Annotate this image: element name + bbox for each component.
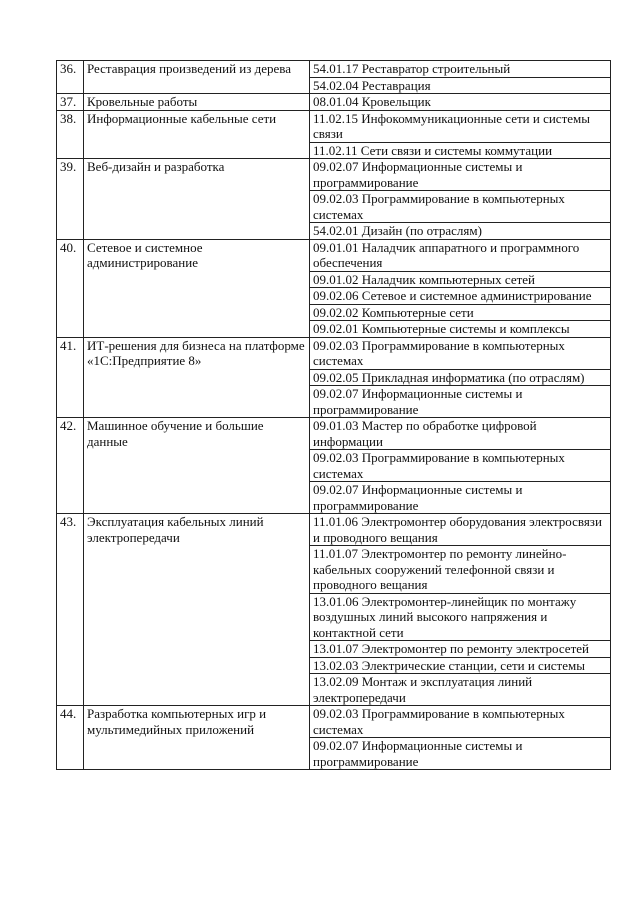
competency-name: Машинное обучение и большие данные bbox=[84, 418, 310, 514]
specialty-cell: 54.02.01 Дизайн (по отраслям) bbox=[310, 223, 611, 240]
specialty-cell: 09.02.07 Информационные системы и программирование bbox=[310, 159, 611, 191]
competency-name: Сетевое и системное администрирование bbox=[84, 239, 310, 337]
competency-number: 41. bbox=[57, 337, 84, 418]
specialty-cell: 11.01.07 Электромонтер по ремонту линейно-кабельных сооружений телефонной связи и проводного вещания bbox=[310, 546, 611, 594]
specialty-cell: 13.01.06 Электромонтер-линейщик по монтажу воздушных линий высокого напряжения и контактной сети bbox=[310, 593, 611, 641]
table-row bbox=[57, 337, 611, 369]
specialty-cell: 09.02.03 Программирование в компьютерных системах bbox=[310, 706, 611, 738]
competency-number: 40. bbox=[57, 239, 84, 337]
competency-name: Реставрация произведений из дерева bbox=[84, 61, 310, 94]
specialty-cell: 13.02.03 Электрические станции, сети и системы bbox=[310, 657, 611, 674]
competency-number: 37. bbox=[57, 94, 84, 111]
specialty-cell: 09.02.07 Информационные системы и программирование bbox=[310, 386, 611, 418]
table-body bbox=[57, 61, 611, 770]
competency-number: 39. bbox=[57, 159, 84, 240]
specialty-cell: 13.01.07 Электромонтер по ремонту электросетей bbox=[310, 641, 611, 658]
specialty-cell: 09.01.03 Мастер по обработке цифровой информации bbox=[310, 418, 611, 450]
competency-number: 43. bbox=[57, 514, 84, 706]
specialty-cell: 09.02.07 Информационные системы и программирование bbox=[310, 738, 611, 770]
competency-name: Кровельные работы bbox=[84, 94, 310, 111]
competency-number: 38. bbox=[57, 110, 84, 159]
table-row bbox=[57, 706, 611, 738]
specialty-cell: 09.02.05 Прикладная информатика (по отраслям) bbox=[310, 369, 611, 386]
specialty-cell: 09.02.03 Программирование в компьютерных системах bbox=[310, 450, 611, 482]
table-row bbox=[57, 239, 611, 271]
table-row bbox=[57, 61, 611, 78]
competency-name: Разработка компьютерных игр и мультимедийных приложений bbox=[84, 706, 310, 770]
specialty-cell: 09.02.06 Сетевое и системное администрирование bbox=[310, 288, 611, 305]
specialty-cell: 09.02.01 Компьютерные системы и комплексы bbox=[310, 321, 611, 338]
specialty-cell: 09.01.01 Наладчик аппаратного и программного обеспечения bbox=[310, 239, 611, 271]
competency-number: 36. bbox=[57, 61, 84, 94]
specialty-cell: 09.02.02 Компьютерные сети bbox=[310, 304, 611, 321]
competency-name: Эксплуатация кабельных линий электропередачи bbox=[84, 514, 310, 706]
competency-name: Веб-дизайн и разработка bbox=[84, 159, 310, 240]
specialty-cell: 11.02.15 Инфокоммуникационные сети и системы связи bbox=[310, 110, 611, 142]
competency-name: ИТ-решения для бизнеса на платформе «1С:Предприятие 8» bbox=[84, 337, 310, 418]
specialty-cell: 09.01.02 Наладчик компьютерных сетей bbox=[310, 271, 611, 288]
table-row bbox=[57, 514, 611, 546]
competency-number: 44. bbox=[57, 706, 84, 770]
specialty-cell: 09.02.03 Программирование в компьютерных системах bbox=[310, 337, 611, 369]
specialty-cell: 11.02.11 Сети связи и системы коммутации bbox=[310, 142, 611, 159]
competency-specialty-table bbox=[56, 60, 611, 770]
specialty-cell: 54.01.17 Реставратор строительный bbox=[310, 61, 611, 78]
competency-number: 42. bbox=[57, 418, 84, 514]
table-row bbox=[57, 418, 611, 450]
table-row bbox=[57, 159, 611, 191]
specialty-cell: 54.02.04 Реставрация bbox=[310, 77, 611, 94]
competency-name: Информационные кабельные сети bbox=[84, 110, 310, 159]
specialty-cell: 13.02.09 Монтаж и эксплуатация линий электропередачи bbox=[310, 674, 611, 706]
specialty-cell: 09.02.07 Информационные системы и программирование bbox=[310, 482, 611, 514]
specialty-cell: 11.01.06 Электромонтер оборудования электросвязи и проводного вещания bbox=[310, 514, 611, 546]
specialty-cell: 08.01.04 Кровельщик bbox=[310, 94, 611, 111]
table-row bbox=[57, 94, 611, 111]
table-row bbox=[57, 110, 611, 142]
specialty-cell: 09.02.03 Программирование в компьютерных системах bbox=[310, 191, 611, 223]
